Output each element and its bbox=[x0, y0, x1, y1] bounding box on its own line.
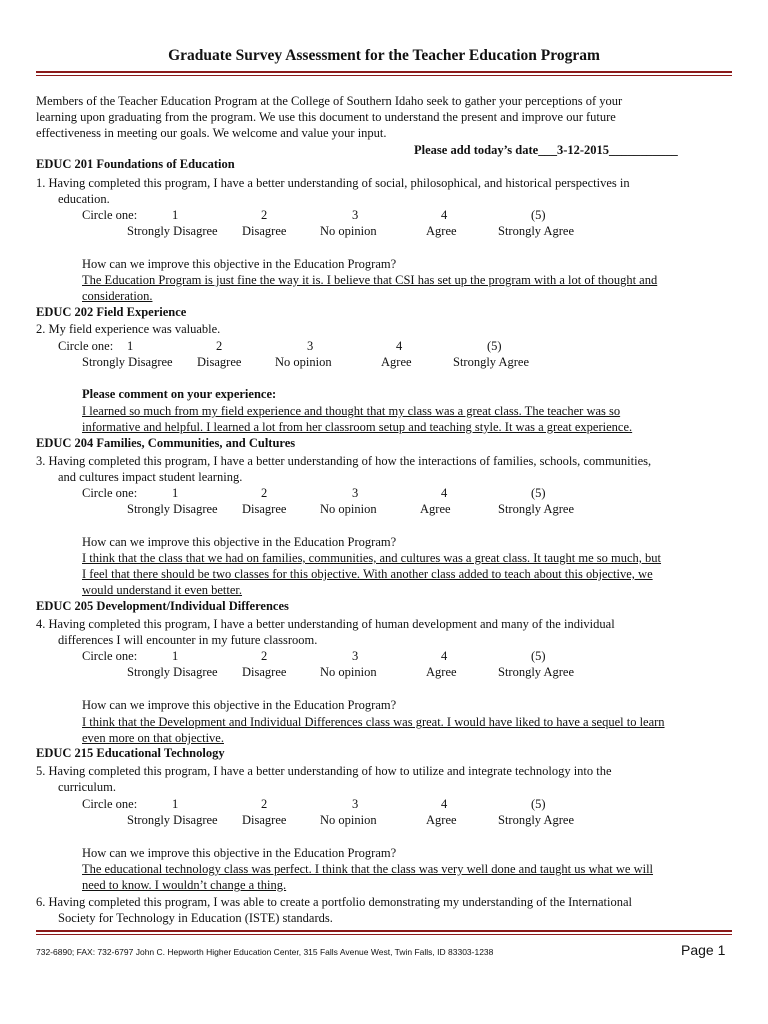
footer-rule bbox=[36, 930, 732, 932]
scale-label: No opinion bbox=[275, 355, 332, 369]
intro-line-3: effectiveness in meeting our goals. We welcome and value your input. bbox=[36, 126, 387, 140]
scale-label: Disagree bbox=[242, 502, 287, 516]
question-text: 1. Having completed this program, I have a better understanding of social, philosophical, and historical perspectives in bbox=[36, 176, 630, 190]
scale-label: Disagree bbox=[242, 665, 287, 679]
answer-text[interactable]: would understand it even better. bbox=[82, 583, 243, 597]
scale-label: Strongly Agree bbox=[498, 813, 575, 827]
answer-text[interactable]: consideration. bbox=[82, 289, 153, 303]
improve-prompt: How can we improve this objective in the Education Program? bbox=[82, 257, 397, 271]
scale-label: Strongly Agree bbox=[498, 665, 575, 679]
question-text: differences I will encounter in my future classroom. bbox=[58, 633, 318, 647]
scale-label: Strongly Disagree bbox=[127, 224, 218, 238]
scale-label: Strongly Disagree bbox=[127, 665, 218, 679]
scale-label: Strongly Disagree bbox=[82, 355, 173, 369]
header-rule bbox=[36, 71, 732, 73]
question-text: 2. My field experience was valuable. bbox=[36, 322, 221, 336]
rating-3[interactable]: 3 bbox=[307, 339, 314, 353]
scale-label: Strongly Agree bbox=[498, 502, 575, 516]
section-heading: EDUC 202 Field Experience bbox=[36, 305, 187, 319]
intro-line-2: learning upon graduating from the program. We use this document to understand the present and improve our future bbox=[36, 110, 616, 124]
scale-label: Agree bbox=[381, 355, 412, 369]
rating-5-selected[interactable]: (5) bbox=[487, 339, 502, 353]
scale-label: Strongly Disagree bbox=[127, 813, 218, 827]
rating-1[interactable]: 1 bbox=[172, 208, 179, 222]
answer-text[interactable]: I think that the class that we had on families, communities, and cultures was a great class. It taught me so much, but bbox=[82, 551, 662, 565]
page-number: Page 1 bbox=[681, 942, 726, 958]
circle-one-label: Circle one: bbox=[58, 339, 114, 353]
scale-label: Agree bbox=[420, 502, 451, 516]
section-heading: EDUC 201 Foundations of Education bbox=[36, 157, 235, 171]
improve-prompt: How can we improve this objective in the Education Program? bbox=[82, 846, 397, 860]
rating-3[interactable]: 3 bbox=[352, 649, 359, 663]
answer-text[interactable]: I learned so much from my field experience and thought that my class was a great class. The teacher was so bbox=[82, 404, 621, 418]
question-text: 5. Having completed this program, I have a better understanding of how to utilize and integrate technology into the bbox=[36, 764, 612, 778]
page-title: Graduate Survey Assessment for the Teacher Education Program bbox=[168, 47, 600, 64]
scale-label: Strongly Agree bbox=[498, 224, 575, 238]
scale-label: Disagree bbox=[242, 813, 287, 827]
circle-one-label: Circle one: bbox=[82, 486, 138, 500]
circle-one-label: Circle one: bbox=[82, 797, 138, 811]
rating-3[interactable]: 3 bbox=[352, 208, 359, 222]
scale-label: No opinion bbox=[320, 502, 377, 516]
rating-2[interactable]: 2 bbox=[261, 797, 268, 811]
answer-text[interactable]: The educational technology class was perfect. I think that the class was very well done and taught us what we will bbox=[82, 862, 654, 876]
rating-1[interactable]: 1 bbox=[172, 486, 179, 500]
improve-prompt: How can we improve this objective in the Education Program? bbox=[82, 535, 397, 549]
rating-1[interactable]: 1 bbox=[127, 339, 134, 353]
circle-one-label: Circle one: bbox=[82, 208, 138, 222]
scale-label: Disagree bbox=[242, 224, 287, 238]
answer-text[interactable]: informative and helpful. I learned a lot from her classroom setup and teaching style. It was a great experience. bbox=[82, 420, 633, 434]
question-text: 6. Having completed this program, I was able to create a portfolio demonstrating my understanding of the International bbox=[36, 895, 633, 909]
answer-text[interactable]: I feel that there should be two classes for this objective. With another class added to teach about this objective, we bbox=[82, 567, 653, 581]
question-text: 4. Having completed this program, I have a better understanding of human development and many of the individual bbox=[36, 617, 615, 631]
answer-text[interactable]: need to know. I wouldn’t change a thing. bbox=[82, 878, 287, 892]
section-heading: EDUC 205 Development/Individual Differences bbox=[36, 599, 289, 613]
scale-label: Strongly Agree bbox=[453, 355, 530, 369]
scale-label: No opinion bbox=[320, 813, 377, 827]
footer-contact: 732-6890; FAX: 732-6797 John C. Hepworth Higher Education Center, 315 Falls Avenue West, Twin Falls, ID 83303-1238 bbox=[36, 947, 494, 957]
question-text: and cultures impact student learning. bbox=[58, 470, 243, 484]
rating-1[interactable]: 1 bbox=[172, 649, 179, 663]
rating-3[interactable]: 3 bbox=[352, 797, 359, 811]
question-text: curriculum. bbox=[58, 780, 116, 794]
scale-label: Agree bbox=[426, 224, 457, 238]
footer-rule-thin bbox=[36, 934, 732, 935]
rating-2[interactable]: 2 bbox=[261, 208, 268, 222]
section-heading: EDUC 204 Families, Communities, and Cultures bbox=[36, 436, 296, 450]
question-text: education. bbox=[58, 192, 110, 206]
header-rule-thin bbox=[36, 75, 732, 76]
question-text: Society for Technology in Education (ISTE) standards. bbox=[58, 911, 333, 925]
rating-2[interactable]: 2 bbox=[261, 649, 268, 663]
scale-label: Agree bbox=[426, 813, 457, 827]
rating-2[interactable]: 2 bbox=[216, 339, 223, 353]
rating-5-selected[interactable]: (5) bbox=[531, 649, 546, 663]
rating-4[interactable]: 4 bbox=[396, 339, 403, 353]
question-text: 3. Having completed this program, I have a better understanding of how the interactions of families, schools, communities, bbox=[36, 454, 652, 468]
rating-4[interactable]: 4 bbox=[441, 797, 448, 811]
rating-3[interactable]: 3 bbox=[352, 486, 359, 500]
scale-label: No opinion bbox=[320, 224, 377, 238]
answer-text[interactable]: I think that the Development and Individual Differences class was great. I would have liked to have a sequel to learn bbox=[82, 715, 665, 729]
rating-5-selected[interactable]: (5) bbox=[531, 208, 546, 222]
circle-one-label: Circle one: bbox=[82, 649, 138, 663]
rating-4[interactable]: 4 bbox=[441, 208, 448, 222]
scale-label: Strongly Disagree bbox=[127, 502, 218, 516]
rating-4[interactable]: 4 bbox=[441, 486, 448, 500]
comment-prompt: Please comment on your experience: bbox=[82, 387, 277, 401]
section-heading: EDUC 215 Educational Technology bbox=[36, 746, 225, 760]
intro-line-1: Members of the Teacher Education Program at the College of Southern Idaho seek to gather your perceptions of your bbox=[36, 94, 623, 108]
improve-prompt: How can we improve this objective in the Education Program? bbox=[82, 698, 397, 712]
rating-5-selected[interactable]: (5) bbox=[531, 797, 546, 811]
scale-label: Disagree bbox=[197, 355, 242, 369]
answer-text[interactable]: even more on that objective. bbox=[82, 731, 224, 745]
rating-5-selected[interactable]: (5) bbox=[531, 486, 546, 500]
rating-4[interactable]: 4 bbox=[441, 649, 448, 663]
date-field[interactable]: Please add today’s date___3-12-2015___________ bbox=[414, 143, 678, 157]
scale-label: No opinion bbox=[320, 665, 377, 679]
rating-2[interactable]: 2 bbox=[261, 486, 268, 500]
scale-label: Agree bbox=[426, 665, 457, 679]
answer-text[interactable]: The Education Program is just fine the way it is. I believe that CSI has set up the program with a lot of thought and bbox=[82, 273, 658, 287]
rating-1[interactable]: 1 bbox=[172, 797, 179, 811]
